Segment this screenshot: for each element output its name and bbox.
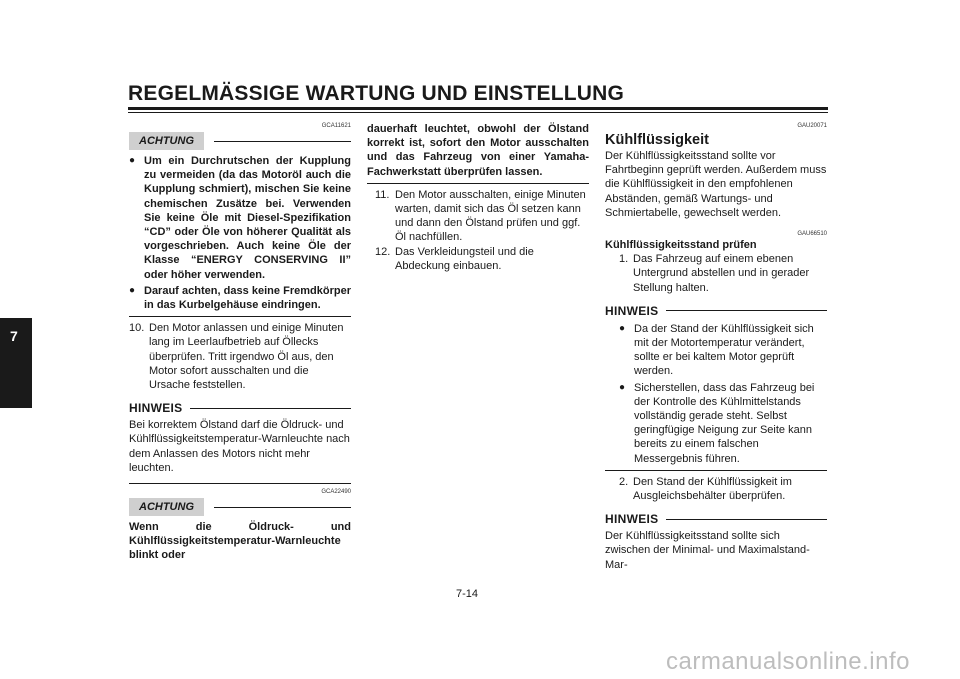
section-divider xyxy=(129,316,351,317)
column-3 xyxy=(605,122,827,572)
step-number: 12. xyxy=(375,245,391,258)
hinweis-rule xyxy=(190,408,351,409)
chapter-tab xyxy=(0,318,32,408)
step-item xyxy=(605,252,827,295)
step-number: 10. xyxy=(129,322,145,335)
hinweis-bullet: ● Da der Stand der Kühlflüssigkeit sich mit der Motortemperatur verändert, sollte er bei kaltem Motor geprüft werden. xyxy=(619,322,827,379)
page-number: 7-14 xyxy=(456,588,479,600)
achtung-rule xyxy=(214,141,351,142)
section-intro: Der Kühlflüssigkeitsstand sollte vor Fahrtbeginn geprüft werden. Außerdem muss die Kühlflüssigkeit in den empfohlenen Abständen, gemäß Wartungs- und Schmiertabelle, gewechselt werden. xyxy=(605,150,827,219)
column-2 xyxy=(367,122,589,273)
chapter-tab-number: 7 xyxy=(10,328,18,344)
warning-text: dauerhaft leuchtet, obwohl der Ölstand korrekt ist, sofort den Motor ausschalten und das Fahrzeug von einer Yamaha-Fachwerkstatt überprüfen lassen. xyxy=(367,123,589,178)
hinweis-label: HINWEIS xyxy=(605,512,659,527)
section-divider xyxy=(605,470,827,471)
watermark: carmanualsonline.info xyxy=(666,648,910,675)
reference-code: GCA11621 xyxy=(321,123,351,129)
reference-code: GAU20071 xyxy=(797,123,827,129)
subsection-title: Kühlflüssigkeitsstand prüfen xyxy=(605,239,757,252)
step-item xyxy=(605,475,827,503)
step-text: Das Fahrzeug auf einem ebenen Untergrund abstellen und in gerader Stellung halten. xyxy=(633,253,810,294)
reference-code: GCA22490 xyxy=(321,489,351,496)
reference-code: GAU66510 xyxy=(797,231,827,238)
hinweis-label: HINWEIS xyxy=(605,303,659,318)
header-rule xyxy=(128,107,828,110)
step-number: 11. xyxy=(375,188,390,201)
step-text: Den Stand der Kühlflüssigkeit im Ausgleichsbehälter überprüfen. xyxy=(633,475,792,503)
hinweis-bullets xyxy=(605,322,827,466)
achtung-rule xyxy=(214,507,351,508)
step-item xyxy=(367,188,589,245)
hinweis-text: Der Kühlflüssigkeitsstand sollte sich zwischen der Minimal- und Maximalstand-Mar- xyxy=(605,530,810,571)
hinweis-text: Bei korrektem Ölstand darf die Öldruck- und Kühlflüssigkeitstemperatur-Warnleuchte nach dem Anlassen des Motors nicht mehr leuchten. xyxy=(129,419,350,474)
step-text: Den Motor ausschalten, einige Minuten warten, damit sich das Öl setzen kann und dann den Ölstand prüfen und ggf. Öl nachfüllen. xyxy=(395,188,586,244)
hinweis-bullet: ● Sicherstellen, dass das Fahrzeug bei der Kontrolle des Kühlmittelstands vollständig gerade steht. Selbst geringfügige Neigung zur Seite kann bereits zu einem falschen Messergebnis führen. xyxy=(619,381,827,466)
achtung-label: ACHTUNG xyxy=(129,132,204,150)
section-divider xyxy=(367,183,589,184)
hinweis-rule xyxy=(666,519,827,520)
hinweis-heading xyxy=(129,400,351,416)
step-number: 2. xyxy=(619,475,629,488)
warning-block xyxy=(129,154,351,312)
achtung-label: ACHTUNG xyxy=(129,498,204,516)
hinweis-heading xyxy=(605,511,827,527)
header-rule-thin xyxy=(128,112,828,113)
warning-bullet: ● Darauf achten, dass keine Fremdkörper in das Kurbelgehäuse eindringen. xyxy=(129,284,351,312)
section-title: Kühlflüssigkeit xyxy=(605,132,709,148)
achtung-heading xyxy=(129,498,351,516)
step-text: Den Motor anlassen und einige Minuten lang im Leerlaufbetrieb auf Öllecks überprüfen. Tritt irgendwo Öl aus, den Motor sofort ausschalten und die Ursache feststellen. xyxy=(149,322,344,392)
step-item xyxy=(367,245,589,273)
hinweis-rule xyxy=(666,310,827,311)
achtung-heading xyxy=(129,132,351,150)
column-1 xyxy=(129,122,351,563)
hinweis-heading xyxy=(605,303,827,319)
step-number: 1. xyxy=(619,253,629,266)
page-header-title: REGELMÄSSIGE WARTUNG UND EINSTELLUNG xyxy=(128,82,625,105)
warning-text: Wenn die Öldruck- und Kühlflüssigkeitstemperatur-Warnleuchte blinkt oder xyxy=(129,521,351,562)
hinweis-label: HINWEIS xyxy=(129,401,183,416)
step-text: Das Verkleidungsteil und die Abdeckung einbauen. xyxy=(395,245,534,272)
section-divider xyxy=(129,483,351,484)
step-item xyxy=(129,321,351,392)
warning-bullet: ● Um ein Durchrutschen der Kupplung zu vermeiden (da das Motoröl auch die Kupplung schmiert), mischen Sie keine chemischen Zusätze bei. Verwenden Sie keine Öle mit Diesel-Spezifikation “CD” oder Öle von höherer Qualität als vorgeschrieben. Auch keine Öle der Klasse “ENERGY CONSERVING II” oder höher verwenden. xyxy=(129,154,351,282)
